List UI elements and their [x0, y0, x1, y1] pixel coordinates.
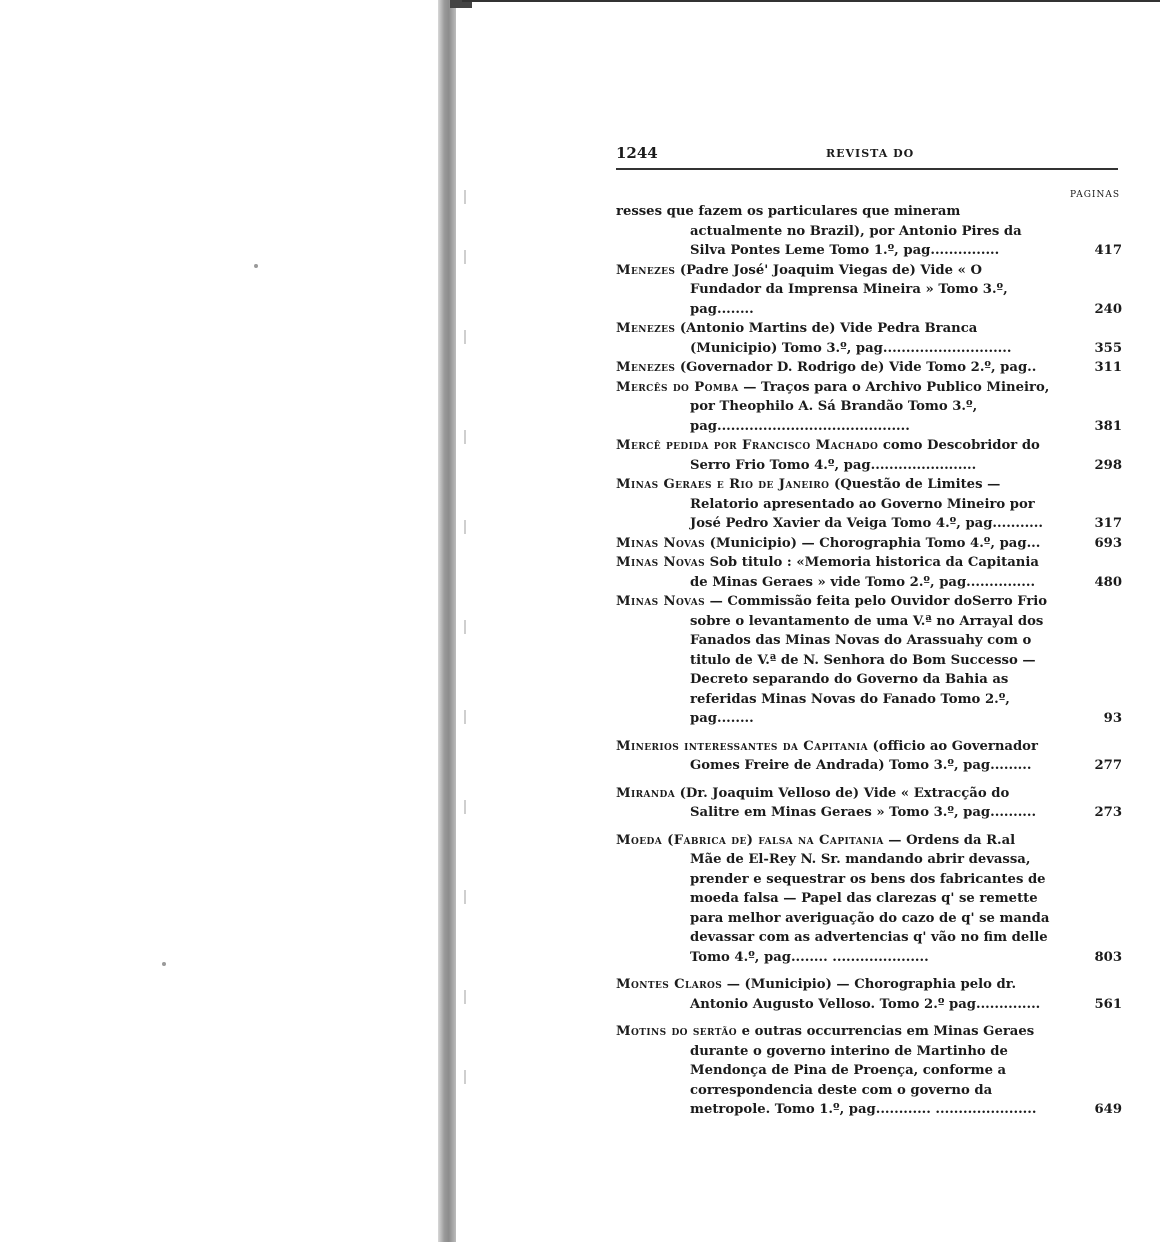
- entry-page: 298: [1094, 457, 1122, 473]
- entry-page: 417: [1094, 243, 1122, 258]
- index-entry: [616, 358, 1122, 378]
- index-entry: [616, 534, 1122, 554]
- entry-text: (Questão de Limites — Relatorio apresentado ao Governo Mineiro por José Pedro Xavier da Veiga Tomo 4.º, pag...........: [690, 477, 1043, 531]
- index-entry: [616, 737, 1122, 776]
- entry-text: — Commissão feita pelo Ouvidor doSerro Frio sobre o levantamento de uma V.ª no Arrayal dos Fanados das Minas Novas do Arassuahy com o titulo de V.ª de N. Senhora do Bom Successo — Decreto separando do Governo da Bahia as referidas Minas Novas do Fanado Tomo 2.º, pag........: [690, 594, 1048, 726]
- index-entry: [616, 592, 1122, 729]
- entry-page: 561: [1094, 996, 1122, 1012]
- page-top-edge: [462, 0, 1160, 2]
- entry-name: Minerios interessantes da Capitania: [616, 738, 868, 754]
- entry-page: 480: [1094, 574, 1122, 590]
- entry-text: (Governador D. Rodrigo de) Vide Tomo 2.º, pag..: [675, 360, 1037, 375]
- entry-text: (Municipio) — Chorographia Tomo 4.º, pag...: [705, 535, 1041, 551]
- entry-page: 317: [1094, 516, 1122, 531]
- index-entry: [616, 475, 1122, 534]
- index-entry: [616, 784, 1122, 823]
- entry-text: (officio ao Governador Gomes Freire de Andrada) Tomo 3.º, pag.........: [690, 738, 1038, 773]
- entry-page: 355: [1094, 340, 1122, 356]
- entry-name: Minas Novas: [616, 535, 706, 551]
- index-entry: [616, 975, 1122, 1014]
- entry-page: 93: [1103, 711, 1122, 726]
- entry-page: 381: [1094, 418, 1122, 434]
- entry-name: Menezes: [616, 360, 676, 375]
- entry-text: e outras occurrencias em Minas Geraes durante o governo interino de Martinho de Mendonça de Pina de Proença, conforme a correspondencia deste com o governo da metropole. Tomo 1.º, pag............ ......................: [690, 1024, 1037, 1117]
- index-entry: [616, 202, 1122, 261]
- index-entry: [616, 378, 1122, 437]
- entry-text: — Ordens da R.al Mãe de El-Rey N. Sr. mandando abrir devassa, prender e sequestrar os bens dos fabricantes de moeda falsa — Papel das clarezas q' se remette para melhor averiguação do cazo de q' se manda devassar com as advertencias q' vão no fim delle Tomo 4.º, pag........ .....................: [690, 832, 1050, 965]
- entry-text: — Traços para o Archivo Publico Mineiro, por Theophilo A. Sá Brandão Tomo 3.º, pag..........................................: [690, 379, 1050, 434]
- index-entry: [616, 436, 1122, 475]
- page-header: [616, 140, 1122, 166]
- entry-name: Minas Novas: [616, 594, 706, 609]
- entry-name: Miranda: [616, 785, 676, 801]
- book-spine-shadow: [438, 0, 456, 1242]
- header-rule: [616, 168, 1118, 170]
- page-number: 1244: [616, 144, 658, 162]
- entry-page: 240: [1094, 301, 1122, 317]
- entry-page: 277: [1094, 758, 1122, 773]
- entry-text: Sob titulo : «Memoria historica da Capitania de Minas Geraes » vide Tomo 2.º, pag...............: [690, 555, 1039, 590]
- entry-name: Menezes: [616, 262, 676, 278]
- index-entry: [616, 261, 1122, 320]
- entry-text: (Dr. Joaquim Velloso de) Vide « Extracção do Salitre em Minas Geraes » Tomo 3.º, pag..........: [675, 785, 1037, 820]
- entry-name: Minas Novas: [616, 555, 706, 570]
- index-entries: [616, 202, 1122, 1120]
- entry-name: Mercê pedida por Francisco Machado: [616, 438, 879, 453]
- entry-page: 693: [1094, 535, 1122, 551]
- index-page: [616, 140, 1122, 1120]
- entry-name: Montes Claros: [616, 977, 723, 992]
- index-entry: [616, 319, 1122, 358]
- entry-page: 649: [1094, 1102, 1122, 1117]
- entry-page: 803: [1094, 949, 1122, 965]
- entry-name: Moeda (Fabrica de) falsa na Capitania: [616, 832, 884, 848]
- entry-name: Mercês do Pomba: [616, 379, 739, 395]
- entry-text: como Descobridor do Serro Frio Tomo 4.º, pag.......................: [690, 438, 1040, 473]
- entry-text: resses que fazem os particulares que mineram actualmente no Brazil), por Antonio Pires da Silva Pontes Leme Tomo 1.º, pag...............: [616, 204, 1022, 258]
- running-title: REVISTA DO: [826, 147, 915, 160]
- entry-name: Menezes: [616, 321, 676, 336]
- entry-page: 311: [1094, 360, 1122, 375]
- entry-page: 273: [1094, 805, 1122, 820]
- gutter-marks: [462, 190, 468, 1090]
- entry-name: Motins do sertão: [616, 1024, 738, 1039]
- speck: [254, 264, 258, 268]
- index-entry: [616, 553, 1122, 592]
- column-heading: PAGINAS: [1069, 190, 1120, 200]
- speck: [162, 962, 166, 966]
- entry-text: — (Municipio) — Chorographia pelo dr. Antonio Augusto Velloso. Tomo 2.º pag..............: [690, 977, 1041, 1012]
- index-entry: [616, 1022, 1122, 1120]
- entry-name: Minas Geraes e Rio de Janeiro: [616, 477, 830, 492]
- entry-text: (Antonio Martins de) Vide Pedra Branca (Municipio) Tomo 3.º, pag............................: [675, 321, 1012, 356]
- entry-text: (Padre José' Joaquim Viegas de) Vide « O Fundador da Imprensa Mineira » Tomo 3.º, pag........: [675, 262, 1008, 317]
- index-entry: [616, 831, 1122, 968]
